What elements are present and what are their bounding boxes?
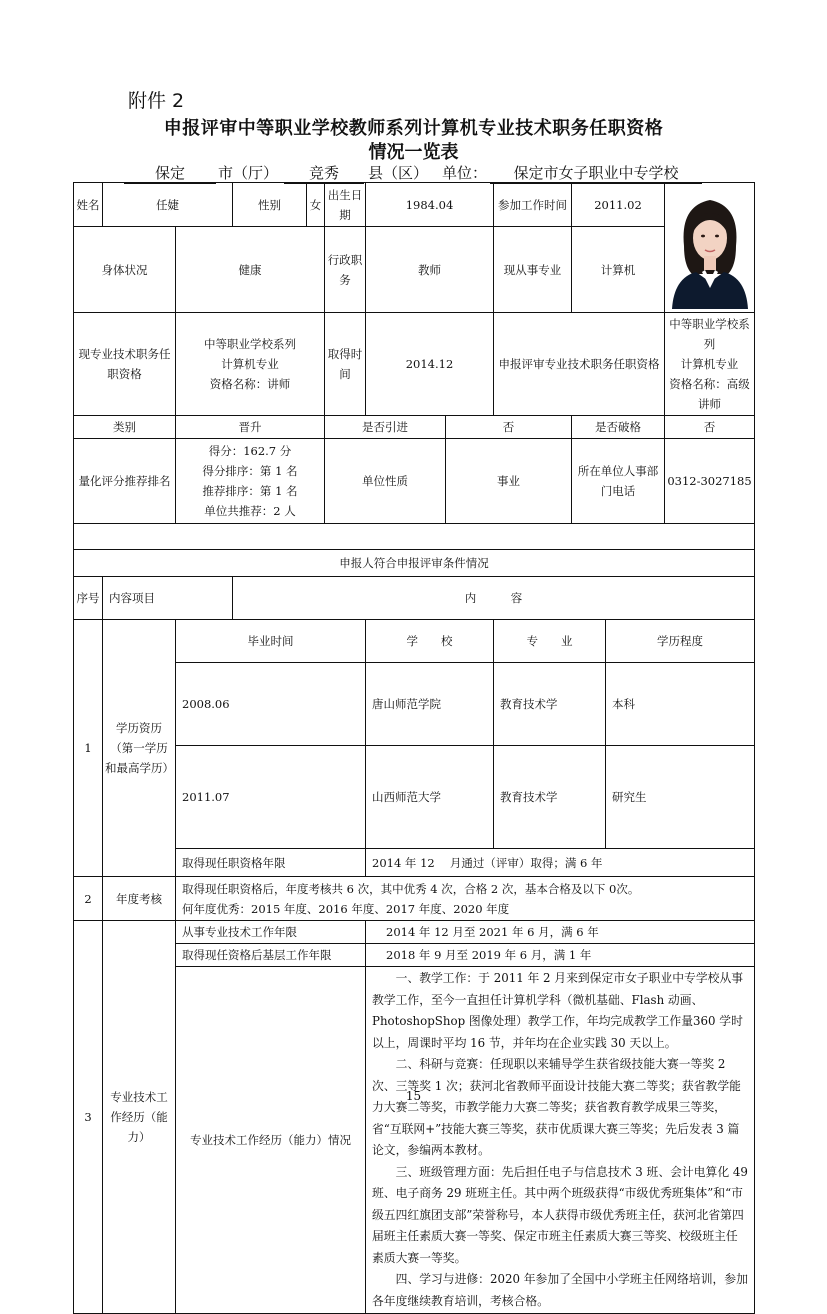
edu-major: 教育技术学 [494, 663, 606, 746]
exp-paragraph-study: 四、学习与进修：2020 年参加了全国中小学班主任网络培训，参加各年度继续教育培训，考核合格。 [372, 1272, 748, 1308]
current-title-value [176, 313, 325, 416]
edu-years-value: 2014 年 12 月通过（评审）取得；满 6 年 [366, 849, 755, 877]
hr-phone-label: 所在单位人事部门电话 [572, 439, 665, 524]
current-title-line3: 资格名称：讲师 [209, 377, 291, 391]
edu-school: 山西师范大学 [366, 746, 494, 849]
score-rank-label: 量化评分推荐排名 [74, 439, 176, 524]
unit-label: 单位： [442, 164, 488, 182]
photo-cell [665, 183, 755, 313]
work-start-label: 参加工作时间 [494, 183, 572, 227]
exp-paragraph-class-management: 三、班级管理方面：先后担任电子与信息技术 3 班、会计电算化 49 班、电子商务 29 班班主任。其中两个班级获得“市级优秀班集体”和“市级五四红旗团支部”荣誉称号，本人获得市级优秀班主任，获河北省第四届班主任素质大赛一等奖、保定市班主任素质大赛三等奖、校级班主任素质大赛一等奖。 [372, 1164, 748, 1265]
document-title: 申报评审中等职业学校教师系列计算机专业技术职务任职资格 [163, 118, 664, 139]
exp-label: 专业技术工作经历（能力） [103, 921, 176, 1314]
birth-value: 1984.04 [366, 183, 494, 227]
gender-value: 女 [307, 183, 325, 227]
grass-years-label: 取得现任资格后基层工作年限 [176, 944, 366, 967]
attachment-label: 附件 2 [128, 90, 185, 112]
health-label: 身体状况 [74, 227, 176, 313]
edu-col-grad: 毕业时间 [176, 620, 366, 663]
recommend-total-text: 单位共推荐：2 人 [204, 504, 296, 518]
introduced-value: 否 [446, 416, 572, 439]
table-row [74, 663, 755, 746]
exp-years-value: 2014 年 12 月至 2021 年 6 月，满 6 年 [366, 921, 755, 944]
content-item-header: 内容项目 [103, 577, 233, 620]
annual-line1: 取得现任职资格后，年度考核共 6 次，其中优秀 4 次，合格 2 次，基本合格及以下 0次。 [182, 881, 640, 896]
annual-no: 2 [74, 877, 103, 921]
work-start-value: 2011.02 [572, 183, 665, 227]
county-suffix: 县（区） [368, 164, 429, 182]
edu-school: 唐山师范学院 [366, 663, 494, 746]
unit-nature-label: 单位性质 [325, 439, 446, 524]
edu-grad-date: 2008.06 [176, 663, 366, 746]
birth-label: 出生日期 [325, 183, 366, 227]
health-value: 健康 [176, 227, 325, 313]
name-value: 任婕 [103, 183, 233, 227]
edu-label: 学历资历（第一学历和最高学历） [103, 620, 176, 877]
edu-level: 本科 [606, 663, 755, 746]
edu-grad-date: 2011.07 [176, 746, 366, 849]
section-title: 申报人符合申报评审条件情况 [74, 550, 755, 577]
annual-line2: 何年度优秀：2015 年度、2016 年度、2017 年度、2020 年度 [182, 901, 510, 916]
recommend-rank-text: 推荐排序：第 1 名 [202, 484, 298, 498]
edu-col-major: 专 业 [494, 620, 606, 663]
gender-label: 性别 [233, 183, 307, 227]
exception-value: 否 [665, 416, 755, 439]
apply-title-line1: 中等职业学校系列 [669, 317, 750, 351]
apply-title-line3: 资格名称：高级讲师 [669, 377, 750, 411]
exp-no: 3 [74, 921, 103, 1314]
edu-major: 教育技术学 [494, 746, 606, 849]
admin-position-label: 行政职务 [325, 227, 366, 313]
apply-title-value [665, 313, 755, 416]
score-text: 得分：162.7 分 [208, 444, 292, 458]
current-title-line1: 中等职业学校系列 [204, 337, 296, 351]
category-label: 类别 [74, 416, 176, 439]
city-suffix: 市（厅） [218, 164, 279, 182]
table-row [74, 746, 755, 849]
edu-col-level: 学历程度 [606, 620, 755, 663]
unit-nature-value: 事业 [446, 439, 572, 524]
category-value: 晋升 [176, 416, 325, 439]
exp-detail-label: 专业技术工作经历（能力）情况 [176, 967, 366, 1314]
unit-value: 保定市女子职业中专学校 [490, 162, 702, 184]
current-title-label: 现专业技术职务任职资格 [74, 313, 176, 416]
exception-label: 是否破格 [572, 416, 665, 439]
exp-paragraph-research: 二、科研与竞赛：任现职以来辅导学生获省级技能大赛一等奖 2 次、三等奖 1 次；获河北省教师平面设计技能大赛二等奖；获省教学能力大赛二等奖，市教学能力大赛二等奖；获省教育教学成果三等奖，省“互联网+”技能大赛三等奖，获市优质课大赛三等奖；先后发表 3 篇论文，参编两本教材。 [372, 1057, 741, 1157]
annual-label: 年度考核 [103, 877, 176, 921]
edu-level: 研究生 [606, 746, 755, 849]
obtain-time-label: 取得时间 [325, 313, 366, 416]
qualification-table [73, 182, 755, 1314]
document-subtitle: 情况一览表 [368, 142, 459, 163]
score-rank-text: 得分排序：第 1 名 [202, 464, 298, 478]
current-major-value: 计算机 [572, 227, 665, 313]
obtain-time-value: 2014.12 [366, 313, 494, 416]
name-label: 姓名 [74, 183, 103, 227]
content-header: 内 容 [233, 577, 755, 620]
county-value: 竞秀 [284, 162, 364, 184]
page-number: 15 [405, 1089, 422, 1103]
city-value: 保定 [124, 162, 216, 184]
exp-years-label: 从事专业技术工作年限 [176, 921, 366, 944]
edu-col-school: 学 校 [366, 620, 494, 663]
edu-years-label: 取得现任职资格年限 [176, 849, 366, 877]
blank-row [74, 524, 755, 550]
introduced-label: 是否引进 [325, 416, 446, 439]
unit-line [124, 162, 724, 184]
edu-no: 1 [74, 620, 103, 877]
apply-title-label: 申报评审专业技术职务任职资格 [494, 313, 665, 416]
grass-years-value: 2018 年 9 月至 2019 年 6 月，满 1 年 [366, 944, 755, 967]
current-major-label: 现从事专业 [494, 227, 572, 313]
portrait-image [666, 186, 754, 309]
exp-paragraph-teaching: 一、教学工作：于 2011 年 2 月来到保定市女子职业中专学校从事教学工作，至今一直担任计算机学科（微机基础、Flash 动画、PhotoshopShop 图像处理）教学工作，年均完成教学工作量360 学时以上，周课时平均 16 节，并年均在企业实践 30 天以上。 [372, 971, 744, 1050]
current-title-line2: 计算机专业 [221, 357, 279, 371]
exp-detail-content [366, 967, 755, 1314]
apply-title-line2: 计算机专业 [680, 357, 739, 371]
applicant-photo [666, 186, 754, 309]
hr-phone-value: 0312-3027185 [665, 439, 755, 524]
admin-position-value: 教师 [366, 227, 494, 313]
seq-header: 序号 [74, 577, 103, 620]
score-rank-value [176, 439, 325, 524]
annual-content [176, 877, 755, 921]
